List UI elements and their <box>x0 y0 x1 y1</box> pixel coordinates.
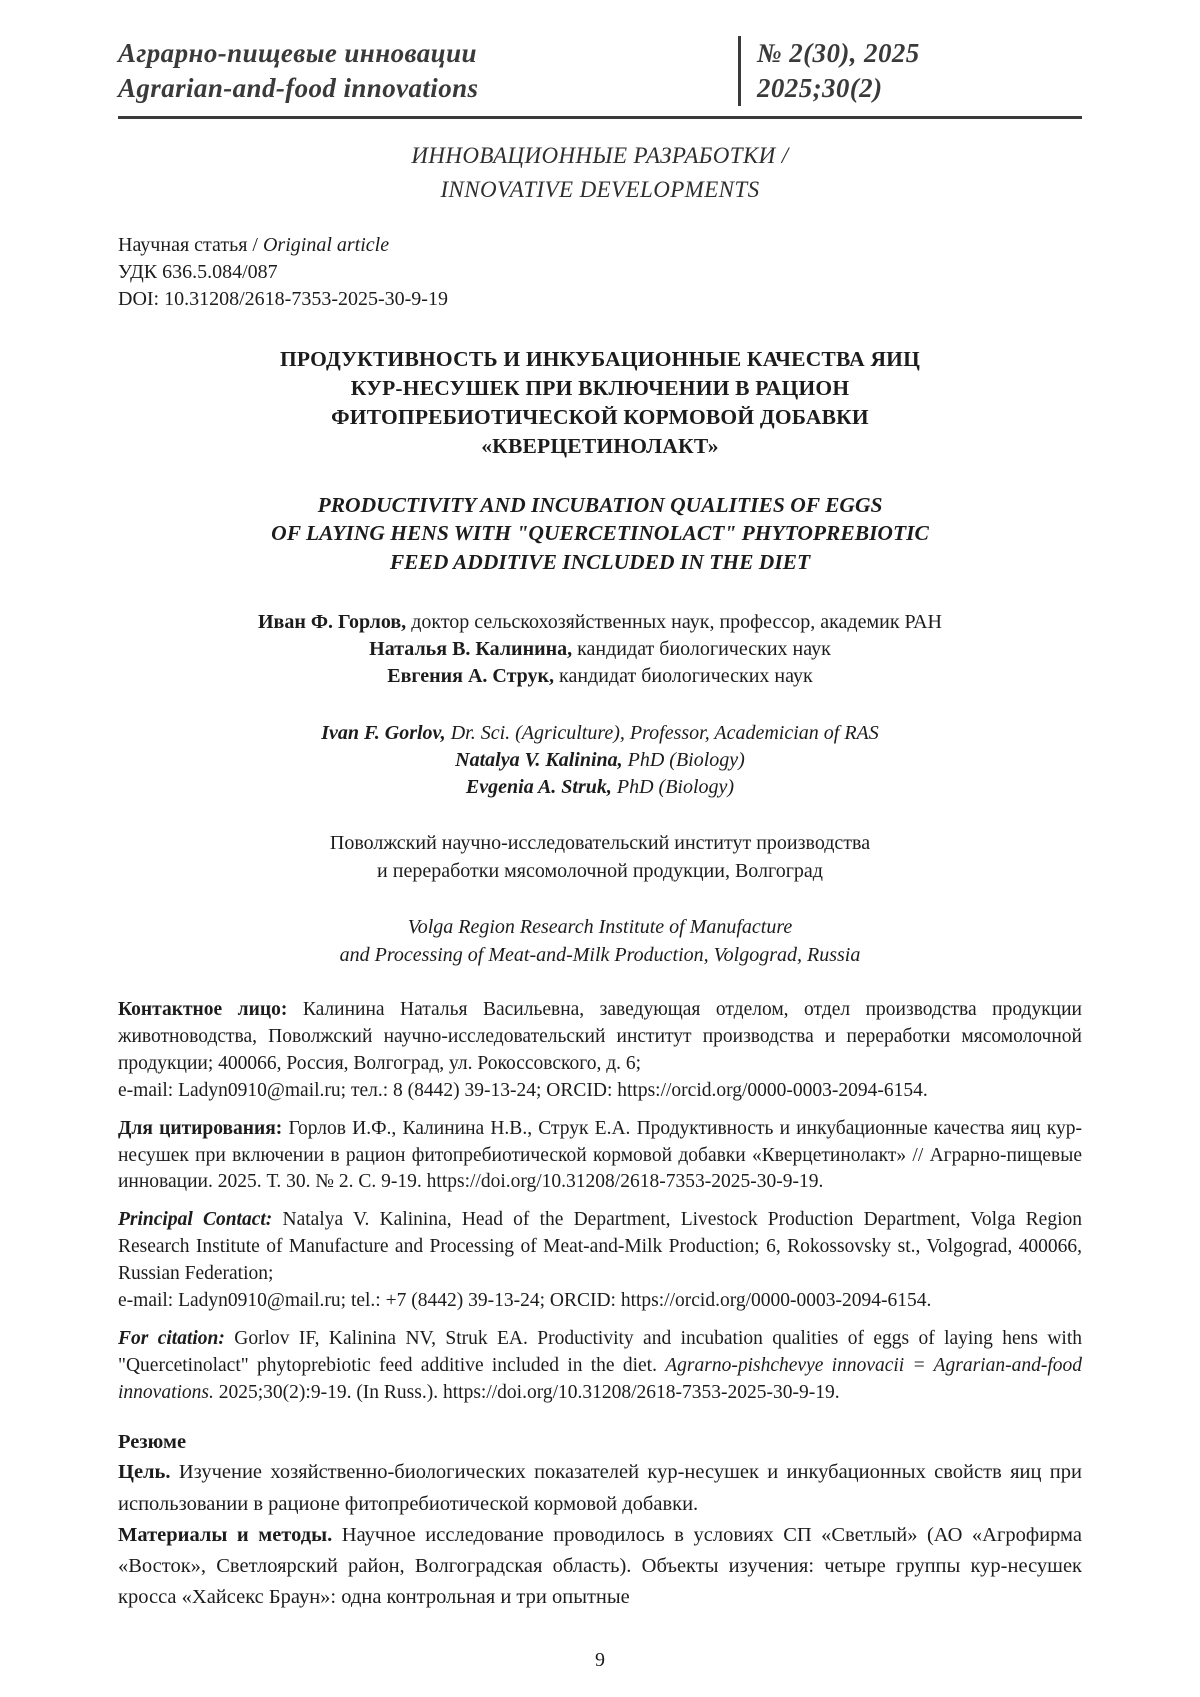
affiliation-ru-line: и переработки мясомолочной продукции, Волгоград <box>377 860 823 883</box>
citation-en-paragraph <box>118 1326 1082 1407</box>
author-en <box>118 774 1082 801</box>
citation-ru-text: Горлов И.Ф., Калинина Н.В., Струк Е.А. Продуктивность и инкубационные качества яиц кур-несушек при включении в рацион фитопребиотической кормовой добавки «Кверцетинолакт» // Аграрно-пищевые инновации. 2025. Т. 30. № 2. С. 9-19. https://doi.org/10.31208/2618-7353-2025-30-9-19. <box>118 1117 1082 1193</box>
article-type-ru: Научная статья / <box>118 233 263 256</box>
article-meta <box>118 232 1082 314</box>
author-name: Natalya V. Kalinina, <box>455 749 623 772</box>
journal-name-ru: Аграрно-пищевые инновации <box>118 38 477 68</box>
contact-ru-text: Калинина Наталья Васильевна, заведующая отделом, отдел производства продукции животноводства, Поволжский научно-исследовательский институт производства и переработки мясомолочной продукции; 400066, Россия, Волгоград, ул. Рокоссовского, д. 6; <box>118 999 1082 1074</box>
author-degree: PhD (Biology) <box>611 776 735 799</box>
resume-goal-text: Изучение хозяйственно-биологических показателей кур-несушек и инкубационных свойств яиц при использовании в рационе фитопребиотической кормовой добавки. <box>118 1461 1082 1515</box>
authors-ru <box>118 609 1082 690</box>
resume-methods-paragraph <box>118 1520 1082 1613</box>
section-heading <box>118 139 1082 206</box>
article-type-en: Original article <box>262 233 390 256</box>
page-number: 9 <box>595 1649 605 1672</box>
author-degree: Dr. Sci. (Agriculture), Professor, Academician of RAS <box>445 722 879 745</box>
article-title-ru <box>118 345 1082 460</box>
author-name: Наталья В. Калинина, <box>369 638 573 661</box>
resume-section <box>118 1427 1082 1614</box>
affiliation-en <box>118 913 1082 969</box>
author-name: Иван Ф. Горлов, <box>258 611 407 634</box>
title-en-line: OF LAYING HENS WITH "QUERCETINOLACT" PHYTOPREBIOTIC <box>271 521 929 546</box>
section-heading-en: INNOVATIVE DEVELOPMENTS <box>440 176 760 202</box>
affiliation-ru <box>118 829 1082 885</box>
contact-en-paragraph <box>118 1207 1082 1315</box>
resume-heading: Резюме <box>118 1430 187 1453</box>
contact-ru-lead: Контактное лицо: <box>118 999 288 1021</box>
authors-en <box>118 720 1082 801</box>
citation-en-text-after: 2025;30(2):9-19. (In Russ.). https://doi.org/10.31208/2618-7353-2025-30-9-19. <box>213 1381 840 1403</box>
resume-methods-text: Научное исследование проводилось в условиях СП «Светлый» (АО «Агрофирма «Восток», Светлоярский район, Волгоградская область). Объекты изучения: четыре группы кур-несушек кросса «Хайсекс Браун»: одна контрольная и три опытные <box>118 1523 1082 1609</box>
contact-en-lead: Principal Contact: <box>118 1209 273 1231</box>
author-degree: кандидат биологических наук <box>554 665 813 688</box>
issue-citation: 2025;30(2) <box>757 73 883 104</box>
title-ru-line: «КВЕРЦЕТИНОЛАКТ» <box>481 433 719 458</box>
affiliation-en-line: and Processing of Meat-and-Milk Production, Volgograd, Russia <box>339 944 861 967</box>
author-degree: кандидат биологических наук <box>572 638 831 661</box>
contact-ru-paragraph <box>118 997 1082 1105</box>
author-name: Evgenia A. Struk, <box>465 776 612 799</box>
issue-number: № 2(30), 2025 <box>757 38 920 68</box>
journal-name-en: Agrarian-and-food innovations <box>118 73 479 104</box>
contact-citation-block <box>118 997 1082 1407</box>
contact-en-text: Natalya V. Kalinina, Head of the Department, Livestock Production Department, Volga Region Research Institute of Manufacture and Processing of Meat-and-Milk Production; 6, Rokossovsky st., Volgograd, 400066, Russian Federation; <box>118 1209 1083 1285</box>
article-type <box>118 232 1082 259</box>
author-en <box>118 747 1082 774</box>
title-en-line: PRODUCTIVITY AND INCUBATION QUALITIES OF EGGS <box>317 492 883 517</box>
resume-methods-lead: Материалы и методы. <box>118 1523 333 1546</box>
citation-en-journal: Agrarno-pishchevye innovacii = Agrarian-and-food innovations. <box>118 1354 1082 1403</box>
article-title-en <box>118 491 1082 577</box>
affiliation-ru-line: Поволжский научно-исследовательский институт производства <box>329 832 871 855</box>
contact-ru-email-line: e-mail: Ladyn0910@mail.ru; тел.: 8 (8442) 39-13-24; ORCID: https://orcid.org/0000-0003-2094-6154. <box>118 1079 928 1101</box>
section-heading-ru: ИННОВАЦИОННЫЕ РАЗРАБОТКИ / <box>411 143 789 169</box>
resume-goal-paragraph <box>118 1457 1082 1519</box>
citation-en-lead: For citation: <box>118 1327 225 1349</box>
author-ru <box>118 609 1082 636</box>
title-ru-line: КУР-НЕСУШЕК ПРИ ВКЛЮЧЕНИИ В РАЦИОН <box>350 376 850 401</box>
author-name: Ivan F. Gorlov, <box>321 722 446 745</box>
issue-block <box>738 36 1082 106</box>
citation-ru-lead: Для цитирования: <box>118 1117 283 1139</box>
author-ru <box>118 663 1082 690</box>
journal-header <box>118 36 1082 119</box>
author-degree: доктор сельскохозяйственных наук, профессор, академик РАН <box>406 611 942 634</box>
contact-en-email-line: e-mail: Ladyn0910@mail.ru; tel.: +7 (8442) 39-13-24; ORCID: https://orcid.org/0000-0003-2094-6154. <box>118 1290 932 1312</box>
doi-line: DOI: 10.31208/2618-7353-2025-30-9-19 <box>118 288 448 311</box>
citation-en-text-before: Gorlov IF, Kalinina NV, Struk EA. Productivity and incubation qualities of eggs of laying hens with "Quercetinolact" phytoprebiotic feed additive included in the diet. <box>118 1327 1082 1376</box>
author-ru <box>118 636 1082 663</box>
title-ru-line: ФИТОПРЕБИОТИЧЕСКОЙ КОРМОВОЙ ДОБАВКИ <box>331 405 869 430</box>
title-en-line: FEED ADDITIVE INCLUDED IN THE DIET <box>389 550 811 575</box>
resume-goal-lead: Цель. <box>118 1461 171 1484</box>
udk-code: УДК 636.5.084/087 <box>118 261 278 284</box>
journal-title-block <box>118 36 738 106</box>
author-name: Евгения А. Струк, <box>387 665 555 688</box>
title-ru-line: ПРОДУКТИВНОСТЬ И ИНКУБАЦИОННЫЕ КАЧЕСТВА ЯИЦ <box>279 347 921 372</box>
author-en <box>118 720 1082 747</box>
citation-ru-paragraph <box>118 1116 1082 1197</box>
affiliation-en-line: Volga Region Research Institute of Manufacture <box>407 916 793 939</box>
author-degree: PhD (Biology) <box>622 749 745 772</box>
